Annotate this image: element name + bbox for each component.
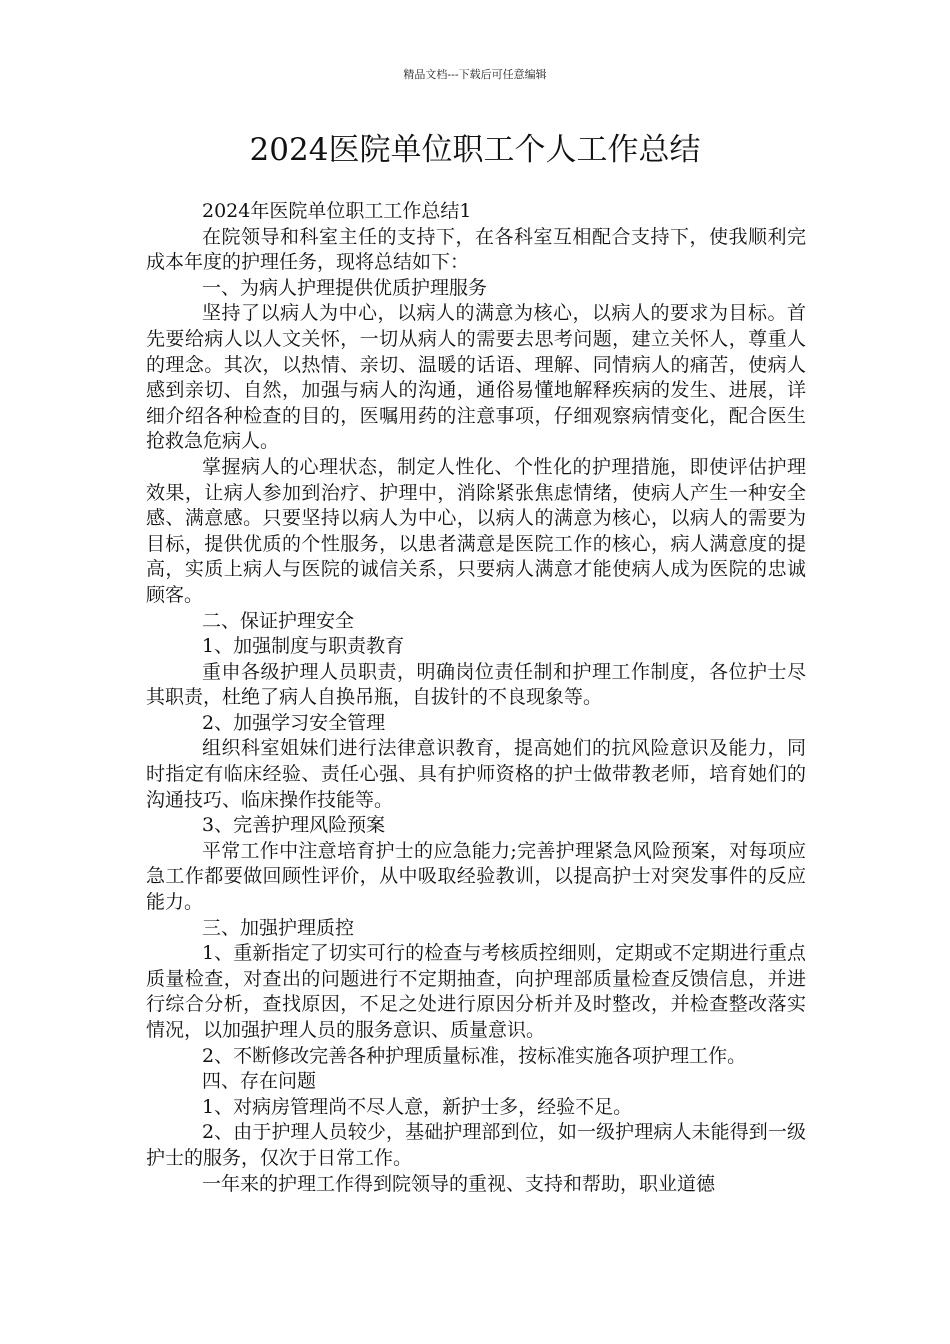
body-paragraph: 掌握病人的心理状态，制定人性化、个性化的护理措施，即使评估护理效果，让病人参加到治疗、护理中，消除紧张焦虑情绪，使病人产生一种安全感、满意感。只要坚持以病人为中心，以病人的满意为核心，以病人的需要为目标，提供优质的个性服务，以患者满意是医院工作的核心，病人满意度的提高，实质上病人与医院的诚信关系，只要病人满意才能使病人成为医院的忠诚顾客。 — [146, 455, 806, 606]
subsection-heading: 2、加强学习安全管理 — [202, 711, 386, 734]
document-title: 2024医院单位职工个人工作总结 — [249, 132, 701, 168]
subsection-heading: 1、加强制度与职责教育 — [202, 635, 405, 658]
section-heading-3: 三、加强护理质控 — [202, 916, 355, 939]
body-paragraph: 重申各级护理人员职责，明确岗位责任制和护理工作制度，各位护士尽其职责，杜绝了病人自换吊瓶，自拔针的不良现象等。 — [146, 660, 806, 709]
body-paragraph: 1、重新指定了切实可行的检查与考核质控细则，定期或不定期进行重点质量检查，对查出的问题进行不定期抽查，向护理部质量检查反馈信息，并进行综合分析，查找原因，不足之处进行原因分析并及时整改，并检查整改落实情况，以加强护理人员的服务意识、质量意识。 — [146, 942, 806, 1041]
section-heading-4: 四、存在问题 — [202, 1070, 317, 1093]
section-heading-1: 一、为病人护理提供优质护理服务 — [202, 276, 488, 299]
page-header-note: 精品文档---下载后可任意编辑 — [403, 68, 547, 81]
subtitle-paragraph: 2024年医院单位职工工作总结1 — [202, 200, 472, 222]
body-paragraph: 坚持了以病人为中心，以病人的满意为核心，以病人的要求为目标。首先要给病人以人文关怀，一切从病人的需要去思考问题，建立关怀人，尊重人的理念。其次，以热情、亲切、温暖的话语、理解、同情病人的痛苦，使病人感到亲切、自然，加强与病人的沟通，通俗易懂地解释疾病的发生、进展，详细介绍各种检查的目的，医嘱用药的注意事项，仔细观察病情变化，配合医生抢救急危病人。 — [146, 302, 806, 453]
intro-paragraph: 在院领导和科室主任的支持下，在各科室互相配合支持下，使我顺利完成本年度的护理任务，现将总结如下： — [146, 225, 806, 274]
body-paragraph: 一年来的护理工作得到院领导的重视、支持和帮助，职业道德 — [202, 1172, 716, 1195]
section-heading-2: 二、保证护理安全 — [202, 609, 355, 632]
body-paragraph: 2、由于护理人员较少，基础护理部到位，如一级护理病人未能得到一级护士的服务，仅次于日常工作。 — [146, 1121, 806, 1169]
document-body — [146, 199, 806, 1197]
body-paragraph: 组织科室姐妹们进行法律意识教育，提高她们的抗风险意识及能力，同时指定有临床经验、责任心强、具有护师资格的护士做带教老师，培育她们的沟通技巧、临床操作技能等。 — [146, 737, 806, 811]
subsection-heading: 3、完善护理风险预案 — [202, 814, 386, 837]
body-paragraph: 平常工作中注意培育护士的应急能力;完善护理紧急风险预案，对每项应急工作都要做回顾性评价，从中吸取经验教训，以提高护士对突发事件的反应能力。 — [146, 839, 806, 914]
body-paragraph: 1、对病房管理尚不尽人意，新护士多，经验不足。 — [202, 1095, 633, 1118]
body-paragraph: 2、不断修改完善各种护理质量标准，按标准实施各项护理工作。 — [202, 1044, 747, 1067]
